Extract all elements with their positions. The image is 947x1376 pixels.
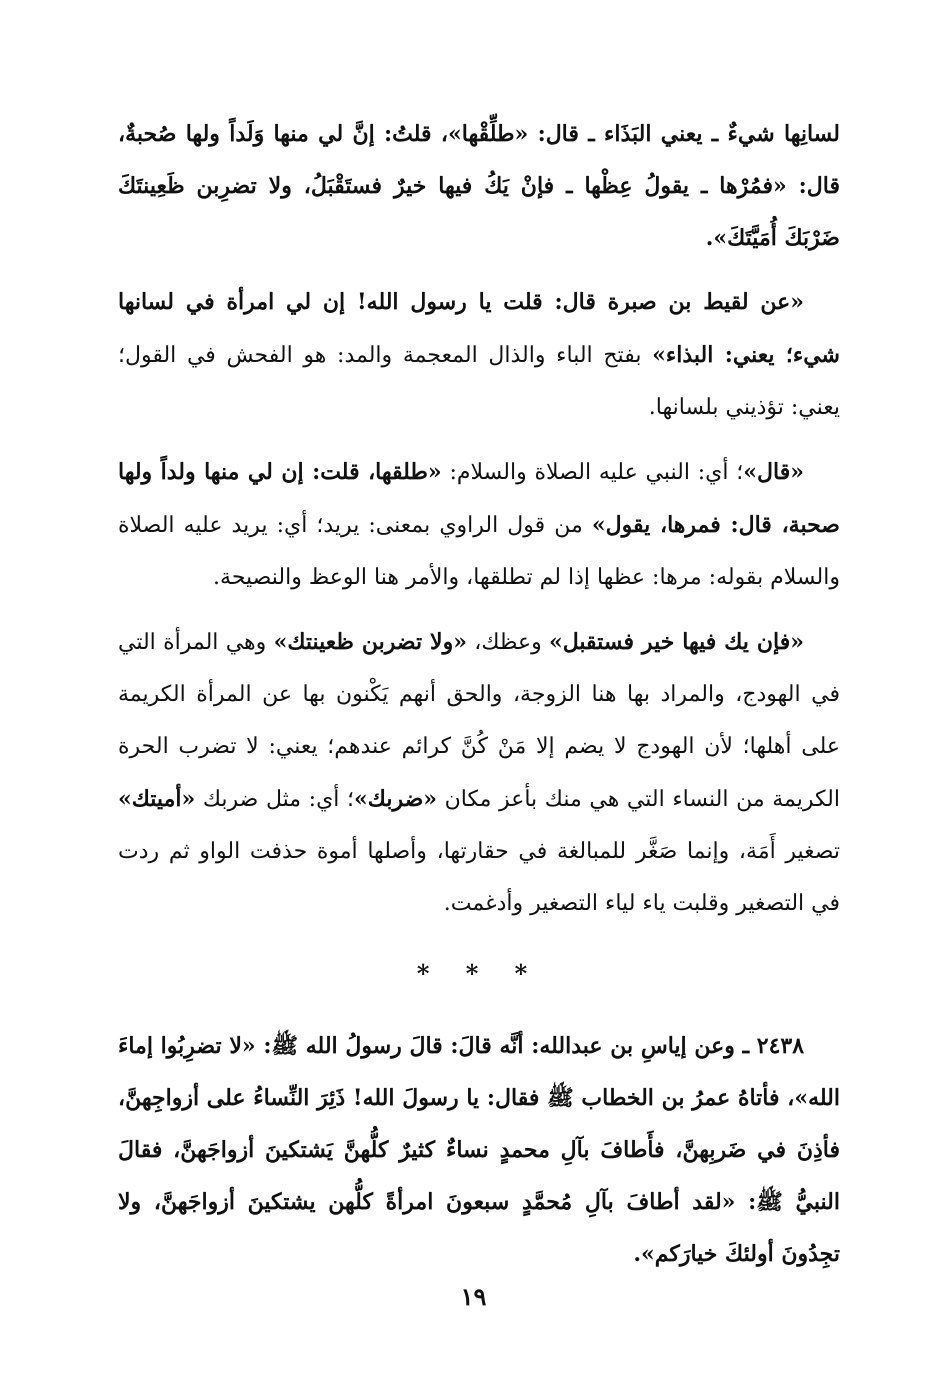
quoted-hadith-phrase: «فإن يك فيها خير فستقبل» [549,629,804,655]
quoted-hadith-phrase: «أميتك» [118,786,196,812]
hadith-number: ٢٤٣٨ ـ [734,1033,805,1059]
section-separator: * * * [416,959,542,988]
commentary-text: بفتح الباء والذال المعجمة والمد: هو الفحش في القول؛ يعني: تؤذيني بلسانها. [118,343,840,420]
hadith-text: وعن إياسِ بن عبدالله: أنَّه قالَ: قالَ رسولُ الله ﷺ: «لا تضرِبُوا إماءَ الله»، فأتاهُ عمرُ بن الخطاب ﷺ فقال: يا رسولَ الله! ذَئِرَ النِّساءُ على أزواجِهنَّ، فأذِنَ في ضَربِهنَّ، فأَطافَ بآلِ محمدٍ نساءٌ كثيرٌ كلُّهنَّ يَشتكينَ أزواجَهنَّ، فقالَ النبيُّ ﷺ: «لقد أطافَ بآلِ مُحمَّدٍ سبعونَ امرأةً كلُّهن يشتكينَ أزواجَهنَّ، ولا تجِدُونَ أولئكَ خيارَكم». [118,1033,840,1267]
quoted-hadith-phrase: «قال» [743,459,804,485]
commentary-paragraph-2 [118,446,840,604]
quoted-hadith-phrase: «ضربك» [354,786,438,812]
page-number: ١٩ [460,1282,487,1311]
commentary-text: وهي المرأة التي في الهودج، والمراد بها هنا الزوجة، والحق أنهم يَكْنون بها عن المرأة الكريمة على أهلها؛ لأن الهودج لا يضم إلا مَنْ كُنَّ كرائم عندهم؛ يعني: لا تضرب الحرة الكريمة من النساء التي هي منك بأعز مكان [118,630,840,812]
page-body [118,108,840,1292]
quoted-hadith-phrase: «ولا تضربن ظعينتك» [273,629,467,655]
commentary-text: ؛ أي: مثل ضربك [195,787,355,812]
quoted-hadith-phrase: «طلقها، قلت: إن لي منها ولداً ولها صحبة، قال: فمرها، يقول» [118,459,840,538]
commentary-text: وعظك، [466,630,549,655]
hadith-continuation-text: لسانِها شيءٌ ـ يعني البَذَاء ـ قال: «طلِّقْها»، قلتُ: إنَّ لي منها وَلَداً ولها صُحبةٌ، قال: «فمُرْها ـ يقولُ عِظْها ـ فإنْ يَكُ فيها خيرٌ فستَقْبَلُ، ولا تضرِبن ظَعِينتَكَ ضَرْبَكَ أُمَيَّتَكَ». [118,121,840,251]
commentary-paragraph-3 [118,616,840,930]
commentary-text: ؛ أي: النبي عليه الصلاة والسلام: [441,460,744,485]
commentary-text: تصغير أَمَة، وإنما صَغَّر للمبالغة في حقارتها، وأصلها أموة حذفت الواو ثم ردت في التصغير وقلبت ياء لياء التصغير وأدغمت. [118,839,840,916]
quoted-hadith-phrase: «عن لقيط بن صبرة قال: قلت يا رسول الله! إن لي امرأة في لسانها شيء؛ يعني: البذاء» [118,289,840,368]
hadith-2438 [118,1020,840,1280]
commentary-paragraph-1 [118,276,840,434]
commentary-text: من قول الراوي بمعنى: يريد؛ أي: يريد عليه الصلاة والسلام بقوله: مرها: عظها إذا لم تطلقها، والأمر هنا الوعظ والنصيحة. [118,513,840,590]
hadith-continuation [118,108,840,264]
